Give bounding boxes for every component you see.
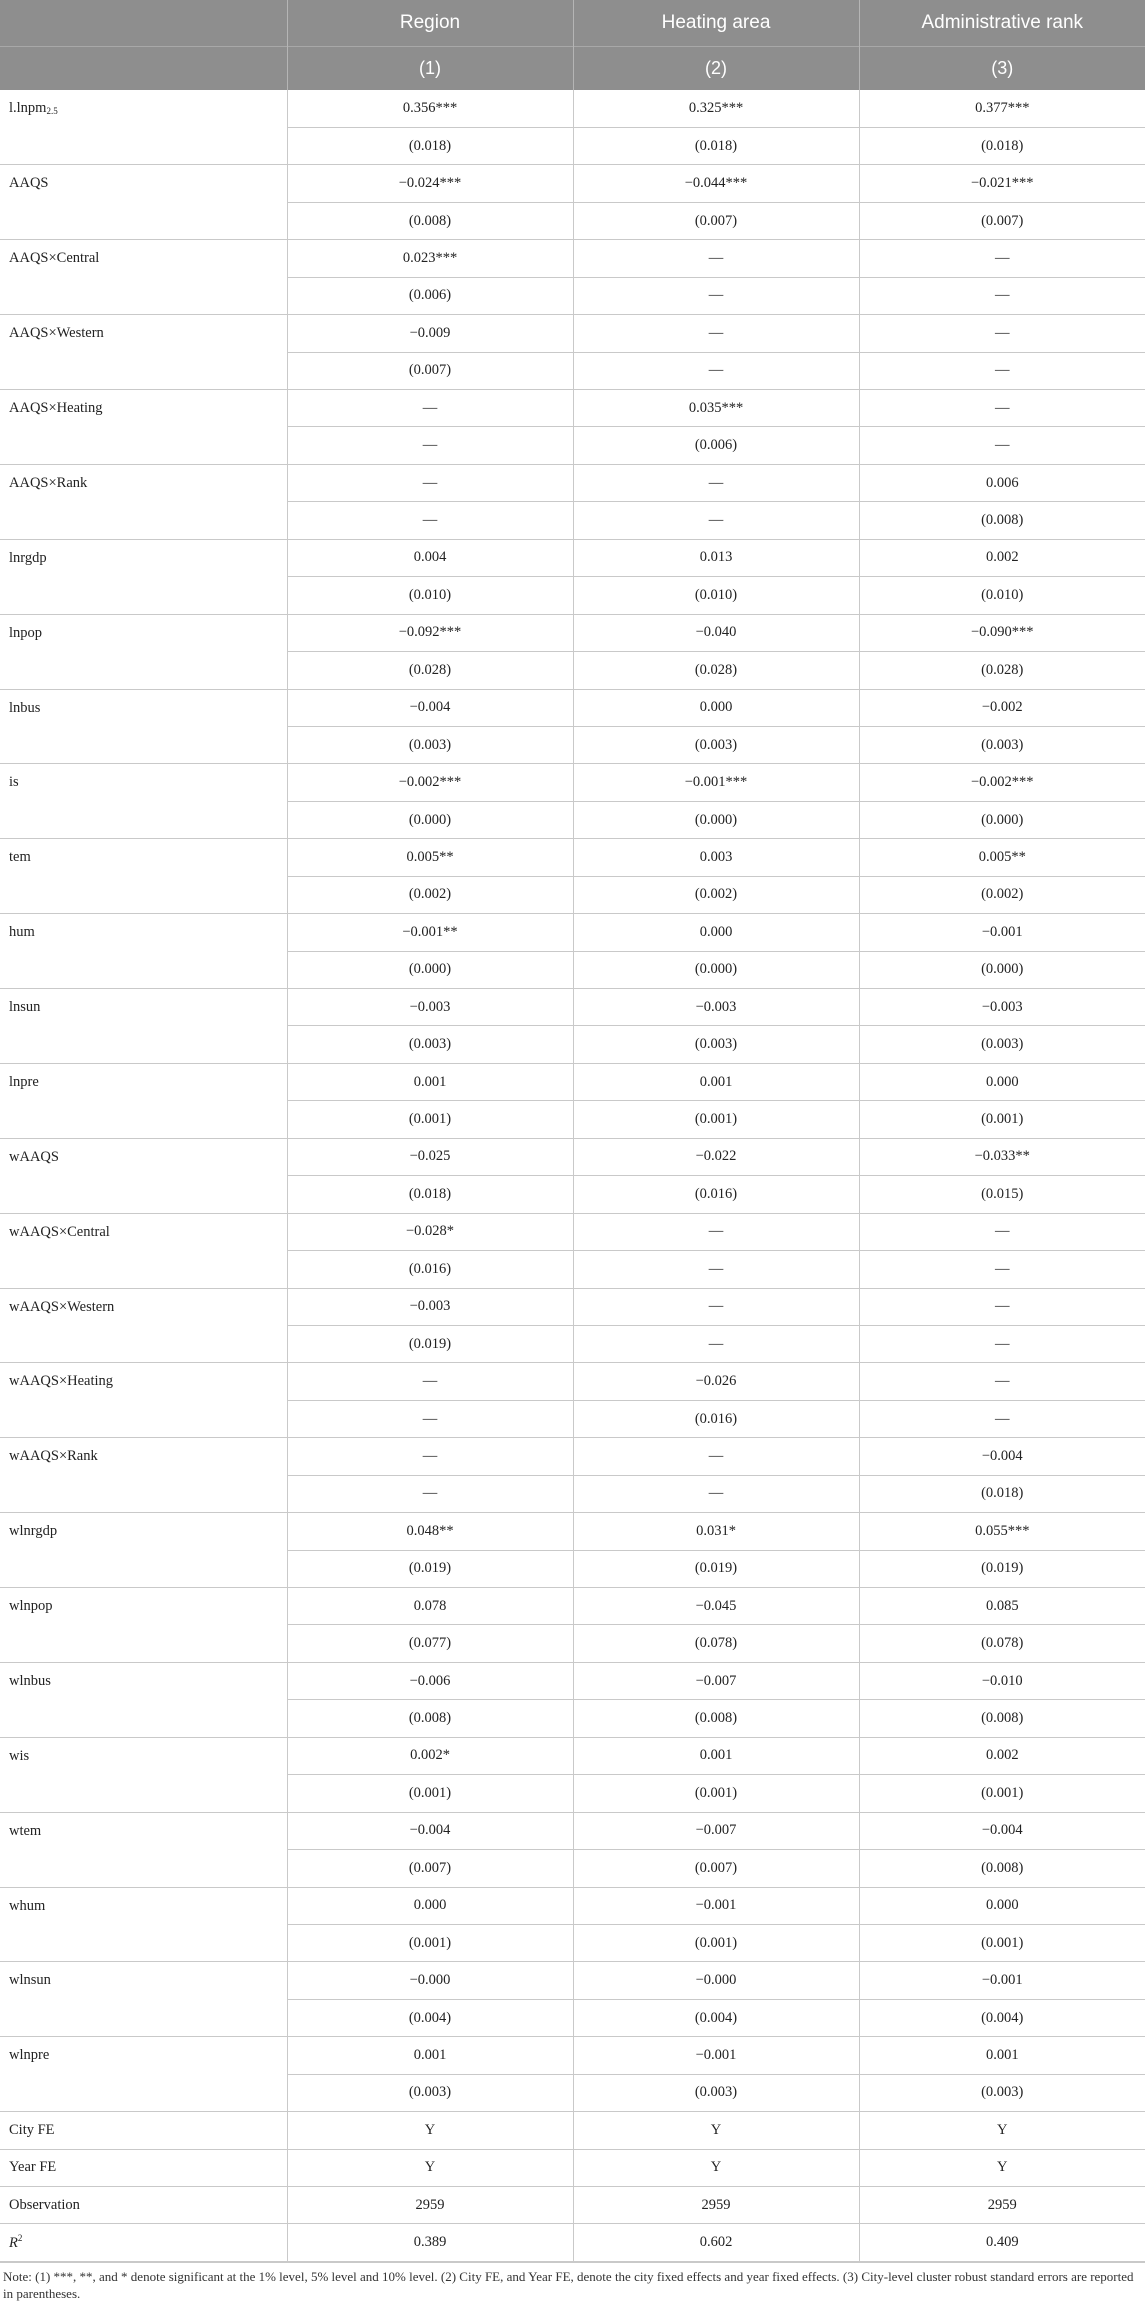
variable-name [0, 839, 287, 914]
variable-name [0, 989, 287, 1064]
std-error-cell: (0.001) [859, 1101, 1145, 1138]
coefficient-cell: — [573, 464, 859, 501]
std-error-cell: (0.078) [859, 1625, 1145, 1662]
coefficient-cell: — [859, 1363, 1145, 1400]
std-error-cell: (0.001) [573, 1924, 859, 1961]
coefficient-cell: — [573, 1288, 859, 1325]
table-row [0, 1363, 1145, 1400]
std-error-cell: (0.010) [573, 577, 859, 614]
std-error-cell: (0.028) [859, 652, 1145, 689]
table-row [0, 240, 1145, 277]
table-row [0, 1138, 1145, 1175]
coefficient-cell: — [859, 1288, 1145, 1325]
std-error-cell: (0.003) [859, 1026, 1145, 1063]
table-row [0, 1962, 1145, 1999]
coefficient-cell: −0.010 [859, 1662, 1145, 1699]
coefficient-cell: 0.085 [859, 1588, 1145, 1625]
std-error-cell: (0.018) [287, 1176, 573, 1213]
coefficient-cell: −0.022 [573, 1138, 859, 1175]
coefficient-cell: 0.000 [859, 1063, 1145, 1100]
coefficient-cell: −0.001*** [573, 764, 859, 801]
std-error-cell: (0.003) [573, 2074, 859, 2111]
coefficient-cell: — [287, 464, 573, 501]
footer-value-cell: 0.409 [859, 2224, 1145, 2261]
variable-label: lnbus [9, 699, 41, 716]
coefficient-cell: 0.003 [573, 839, 859, 876]
std-error-cell: (0.002) [859, 876, 1145, 913]
std-error-cell: (0.016) [287, 1251, 573, 1288]
coefficient-cell: −0.004 [859, 1812, 1145, 1849]
header-col-region: Region [287, 0, 573, 46]
std-error-cell: (0.008) [287, 202, 573, 239]
coefficient-cell: −0.040 [573, 614, 859, 651]
std-error-cell: — [287, 502, 573, 539]
variable-label: hum [9, 924, 35, 941]
std-error-cell: (0.019) [287, 1325, 573, 1362]
variable-name [0, 315, 287, 390]
variable-name [0, 764, 287, 839]
std-error-cell: — [573, 352, 859, 389]
coefficient-cell: 0.048** [287, 1513, 573, 1550]
table-row [0, 390, 1145, 427]
std-error-cell: (0.002) [573, 876, 859, 913]
std-error-cell: (0.001) [573, 1775, 859, 1812]
coefficient-cell: 0.001 [573, 1737, 859, 1774]
footer-label-text: City FE [9, 2121, 55, 2138]
coefficient-cell: −0.024*** [287, 165, 573, 202]
variable-label: wlnbus [9, 1672, 51, 1689]
table-row [0, 2112, 1145, 2149]
table-row [0, 764, 1145, 801]
std-error-cell: (0.006) [573, 427, 859, 464]
std-error-cell: (0.001) [287, 1924, 573, 1961]
coefficient-cell: — [287, 1363, 573, 1400]
std-error-cell: (0.028) [287, 652, 573, 689]
variable-name [0, 1513, 287, 1588]
std-error-cell: (0.003) [287, 2074, 573, 2111]
footer-value-cell: Y [859, 2112, 1145, 2149]
table-row [0, 2187, 1145, 2224]
variable-label: AAQS×Western [9, 325, 104, 342]
table-row [0, 2149, 1145, 2186]
std-error-cell: (0.000) [287, 951, 573, 988]
std-error-cell: (0.003) [859, 2074, 1145, 2111]
coefficient-cell: 0.001 [287, 2037, 573, 2074]
coefficient-cell: −0.007 [573, 1662, 859, 1699]
std-error-cell: (0.007) [859, 202, 1145, 239]
coefficient-cell: 0.001 [573, 1063, 859, 1100]
variable-name [0, 240, 287, 315]
coefficient-cell: −0.003 [859, 989, 1145, 1026]
std-error-cell: (0.003) [573, 1026, 859, 1063]
variable-label: AAQS×Rank [9, 474, 88, 491]
variable-name [0, 689, 287, 764]
std-error-cell: (0.019) [287, 1550, 573, 1587]
table-row [0, 1662, 1145, 1699]
table-row [0, 914, 1145, 951]
std-error-cell: (0.010) [287, 577, 573, 614]
coefficient-cell: −0.002*** [859, 764, 1145, 801]
std-error-cell: — [859, 277, 1145, 314]
coefficient-cell: −0.007 [573, 1812, 859, 1849]
header-num-3: (3) [859, 46, 1145, 90]
footer-label [0, 2224, 287, 2261]
std-error-cell: (0.077) [287, 1625, 573, 1662]
std-error-cell: (0.008) [859, 1850, 1145, 1887]
std-error-cell: (0.019) [573, 1550, 859, 1587]
header-col-admin-rank: Administrative rank [859, 0, 1145, 46]
coefficient-cell: 0.023*** [287, 240, 573, 277]
header-col-heating-area: Heating area [573, 0, 859, 46]
coefficient-cell: −0.001 [859, 914, 1145, 951]
header-num-2: (2) [573, 46, 859, 90]
variable-name [0, 464, 287, 539]
coefficient-cell: 0.078 [287, 1588, 573, 1625]
std-error-cell: (0.000) [287, 801, 573, 838]
std-error-cell: (0.003) [859, 726, 1145, 763]
std-error-cell: (0.008) [573, 1700, 859, 1737]
coefficient-cell: 0.000 [573, 689, 859, 726]
std-error-cell: — [573, 1251, 859, 1288]
coefficient-cell: −0.026 [573, 1363, 859, 1400]
coefficient-cell: — [859, 390, 1145, 427]
variable-label: wAAQS×Central [9, 1223, 110, 1240]
std-error-cell: (0.007) [287, 352, 573, 389]
coefficient-cell: — [287, 390, 573, 427]
std-error-cell: — [573, 502, 859, 539]
std-error-cell: (0.007) [573, 202, 859, 239]
table-row [0, 2224, 1145, 2261]
coefficient-cell: −0.003 [573, 989, 859, 1026]
footer-label [0, 2187, 287, 2224]
variable-name [0, 165, 287, 240]
footer-label [0, 2112, 287, 2149]
table-row [0, 1513, 1145, 1550]
coefficient-cell: — [287, 1438, 573, 1475]
std-error-cell: (0.000) [859, 801, 1145, 838]
variable-name [0, 1662, 287, 1737]
footer-value-cell: 2959 [573, 2187, 859, 2224]
std-error-cell: (0.019) [859, 1550, 1145, 1587]
coefficient-cell: 0.005** [859, 839, 1145, 876]
variable-label: wlnrgdp [9, 1523, 58, 1540]
std-error-cell: — [573, 1475, 859, 1512]
coefficient-cell: — [859, 240, 1145, 277]
variable-label: wlnpre [9, 2047, 50, 2064]
table-row [0, 1438, 1145, 1475]
std-error-cell: (0.016) [573, 1400, 859, 1437]
std-error-cell: (0.007) [573, 1850, 859, 1887]
std-error-cell: (0.003) [573, 726, 859, 763]
coefficient-cell: — [859, 1213, 1145, 1250]
coefficient-cell: 0.325*** [573, 90, 859, 127]
std-error-cell: (0.008) [287, 1700, 573, 1737]
variable-label: wlnsun [9, 1972, 51, 1989]
footer-value-cell: 0.602 [573, 2224, 859, 2261]
coefficient-cell: −0.001** [287, 914, 573, 951]
coefficient-cell: −0.033** [859, 1138, 1145, 1175]
std-error-cell: — [859, 427, 1145, 464]
std-error-cell: (0.028) [573, 652, 859, 689]
coefficient-cell: 0.005** [287, 839, 573, 876]
std-error-cell: — [287, 1475, 573, 1512]
coefficient-cell: 0.013 [573, 539, 859, 576]
variable-name [0, 1588, 287, 1663]
variable-name [0, 1363, 287, 1438]
variable-name [0, 1887, 287, 1962]
variable-name [0, 914, 287, 989]
std-error-cell: (0.008) [859, 502, 1145, 539]
std-error-cell: — [287, 1400, 573, 1437]
std-error-cell: — [859, 1251, 1145, 1288]
coefficient-cell: 0.055*** [859, 1513, 1145, 1550]
table-row [0, 165, 1145, 202]
coefficient-cell: 0.006 [859, 464, 1145, 501]
table-body [0, 90, 1145, 2261]
header-blank-cell [0, 46, 287, 90]
coefficient-cell: — [859, 315, 1145, 352]
variable-label: wis [9, 1747, 30, 1764]
std-error-cell: (0.006) [287, 277, 573, 314]
variable-name [0, 1138, 287, 1213]
variable-label: AAQS [9, 175, 49, 192]
std-error-cell: (0.001) [859, 1924, 1145, 1961]
table-row [0, 1588, 1145, 1625]
variable-label: AAQS×Central [9, 250, 100, 267]
variable-label: l.lnpm [9, 100, 47, 116]
coefficient-cell: 0.001 [287, 1063, 573, 1100]
std-error-cell: (0.001) [859, 1775, 1145, 1812]
footer-value-cell: 2959 [287, 2187, 573, 2224]
table-row [0, 1063, 1145, 1100]
variable-label: AAQS×Heating [9, 400, 103, 416]
table-row [0, 1213, 1145, 1250]
std-error-cell: (0.078) [573, 1625, 859, 1662]
variable-name [0, 614, 287, 689]
std-error-cell: (0.018) [859, 1475, 1145, 1512]
table-row [0, 1887, 1145, 1924]
variable-label: wAAQS×Rank [9, 1448, 98, 1465]
footer-value-cell: 2959 [859, 2187, 1145, 2224]
variable-name [0, 539, 287, 614]
std-error-cell: (0.010) [859, 577, 1145, 614]
std-error-cell: — [287, 427, 573, 464]
std-error-cell: (0.018) [287, 127, 573, 164]
std-error-cell: (0.016) [573, 1176, 859, 1213]
variable-name [0, 1288, 287, 1363]
std-error-cell: (0.003) [287, 726, 573, 763]
std-error-cell: (0.002) [287, 876, 573, 913]
footer-value-cell: Y [287, 2149, 573, 2186]
header-num-1: (1) [287, 46, 573, 90]
table-row [0, 464, 1145, 501]
std-error-cell: (0.001) [287, 1101, 573, 1138]
variable-label: tem [9, 849, 31, 866]
coefficient-cell: 0.377*** [859, 90, 1145, 127]
variable-label: lnsun [9, 999, 41, 1015]
variable-label: lnpre [9, 1073, 39, 1090]
variable-label: whum [9, 1897, 46, 1914]
coefficient-cell: −0.044*** [573, 165, 859, 202]
std-error-cell: (0.001) [573, 1101, 859, 1138]
std-error-cell: — [859, 352, 1145, 389]
coefficient-cell: −0.006 [287, 1662, 573, 1699]
variable-name [0, 1812, 287, 1887]
footer-label-text: Year FE [9, 2159, 57, 2176]
variable-name [0, 1962, 287, 2037]
variable-name [0, 1737, 287, 1812]
std-error-cell: — [859, 1325, 1145, 1362]
coefficient-cell: — [573, 240, 859, 277]
variable-name [0, 1213, 287, 1288]
variable-label: wtem [9, 1822, 42, 1839]
coefficient-cell: −0.001 [573, 1887, 859, 1924]
variable-label: lnpop [9, 624, 43, 641]
std-error-cell: (0.000) [859, 951, 1145, 988]
variable-name [0, 1063, 287, 1138]
table-row [0, 839, 1145, 876]
std-error-cell: — [573, 277, 859, 314]
std-error-cell: — [573, 1325, 859, 1362]
coefficient-cell: 0.035*** [573, 390, 859, 427]
std-error-cell: (0.008) [859, 1700, 1145, 1737]
coefficient-cell: −0.090*** [859, 614, 1145, 651]
table-header [0, 0, 1145, 90]
coefficient-cell: — [573, 315, 859, 352]
std-error-cell: (0.000) [573, 951, 859, 988]
coefficient-cell: −0.002 [859, 689, 1145, 726]
coefficient-cell: 0.002 [859, 1737, 1145, 1774]
coefficient-cell: — [573, 1213, 859, 1250]
coefficient-cell: 0.000 [573, 914, 859, 951]
variable-label: lnrgdp [9, 549, 47, 566]
coefficient-cell: −0.025 [287, 1138, 573, 1175]
footer-label-text: Observation [9, 2196, 80, 2213]
variable-name [0, 390, 287, 465]
coefficient-cell: −0.028* [287, 1213, 573, 1250]
coefficient-cell: 0.356*** [287, 90, 573, 127]
table-row [0, 1288, 1145, 1325]
footer-value-cell: 0.389 [287, 2224, 573, 2261]
coefficient-cell: −0.021*** [859, 165, 1145, 202]
variable-name [0, 2037, 287, 2112]
coefficient-cell: −0.045 [573, 1588, 859, 1625]
table-row [0, 1812, 1145, 1849]
table-row [0, 315, 1145, 352]
coefficient-cell: 0.002 [859, 539, 1145, 576]
std-error-cell: (0.018) [573, 127, 859, 164]
footer-label [0, 2149, 287, 2186]
table-row [0, 689, 1145, 726]
std-error-cell: (0.004) [859, 1999, 1145, 2036]
table-row [0, 614, 1145, 651]
coefficient-cell: −0.004 [287, 1812, 573, 1849]
coefficient-cell: 0.000 [859, 1887, 1145, 1924]
variable-label: is [9, 774, 19, 791]
coefficient-cell: −0.001 [859, 1962, 1145, 1999]
table-row [0, 90, 1145, 127]
std-error-cell: (0.018) [859, 127, 1145, 164]
footer-value-cell: Y [287, 2112, 573, 2149]
coefficient-cell: −0.000 [287, 1962, 573, 1999]
footer-value-cell: Y [859, 2149, 1145, 2186]
table-row [0, 989, 1145, 1026]
variable-name [0, 90, 287, 165]
coefficient-cell: 0.000 [287, 1887, 573, 1924]
coefficient-cell: −0.000 [573, 1962, 859, 1999]
footer-label-text: R [9, 2235, 18, 2252]
variable-label: wAAQS [9, 1148, 59, 1165]
coefficient-cell: 0.004 [287, 539, 573, 576]
table-row [0, 1737, 1145, 1774]
table-row [0, 2037, 1145, 2074]
std-error-cell: (0.000) [573, 801, 859, 838]
std-error-cell: (0.003) [287, 1026, 573, 1063]
std-error-cell: (0.001) [287, 1775, 573, 1812]
variable-name [0, 1438, 287, 1513]
coefficient-cell: −0.003 [287, 1288, 573, 1325]
coefficient-cell: 0.002* [287, 1737, 573, 1774]
coefficient-cell: — [573, 1438, 859, 1475]
coefficient-cell: −0.009 [287, 315, 573, 352]
coefficient-cell: −0.004 [859, 1438, 1145, 1475]
header-blank-cell [0, 0, 287, 46]
footer-label-superscript: 2 [17, 2233, 23, 2244]
variable-label: wAAQS×Western [9, 1298, 115, 1315]
variable-label: wlnpop [9, 1598, 53, 1614]
std-error-cell: (0.004) [287, 1999, 573, 2036]
coefficient-cell: −0.004 [287, 689, 573, 726]
footer-value-cell: Y [573, 2149, 859, 2186]
coefficient-cell: 0.001 [859, 2037, 1145, 2074]
variable-label: wAAQS×Heating [9, 1373, 114, 1390]
coefficient-cell: −0.001 [573, 2037, 859, 2074]
table-note: Note: (1) ***, **, and * denote significant at the 1% level, 5% level and 10% level. (2) City FE, and Year FE, denote the city fixed effects and year fixed effects. (3) City-level cluster robust standard errors are reported in parentheses. [0, 2262, 1145, 2302]
table-row [0, 539, 1145, 576]
coefficient-cell: −0.002*** [287, 764, 573, 801]
std-error-cell: (0.004) [573, 1999, 859, 2036]
footer-value-cell: Y [573, 2112, 859, 2149]
coefficient-cell: −0.003 [287, 989, 573, 1026]
std-error-cell: — [859, 1400, 1145, 1437]
coefficient-cell: −0.092*** [287, 614, 573, 651]
std-error-cell: (0.015) [859, 1176, 1145, 1213]
std-error-cell: (0.007) [287, 1850, 573, 1887]
coefficient-cell: 0.031* [573, 1513, 859, 1550]
variable-subscript: 2.5 [46, 106, 58, 116]
